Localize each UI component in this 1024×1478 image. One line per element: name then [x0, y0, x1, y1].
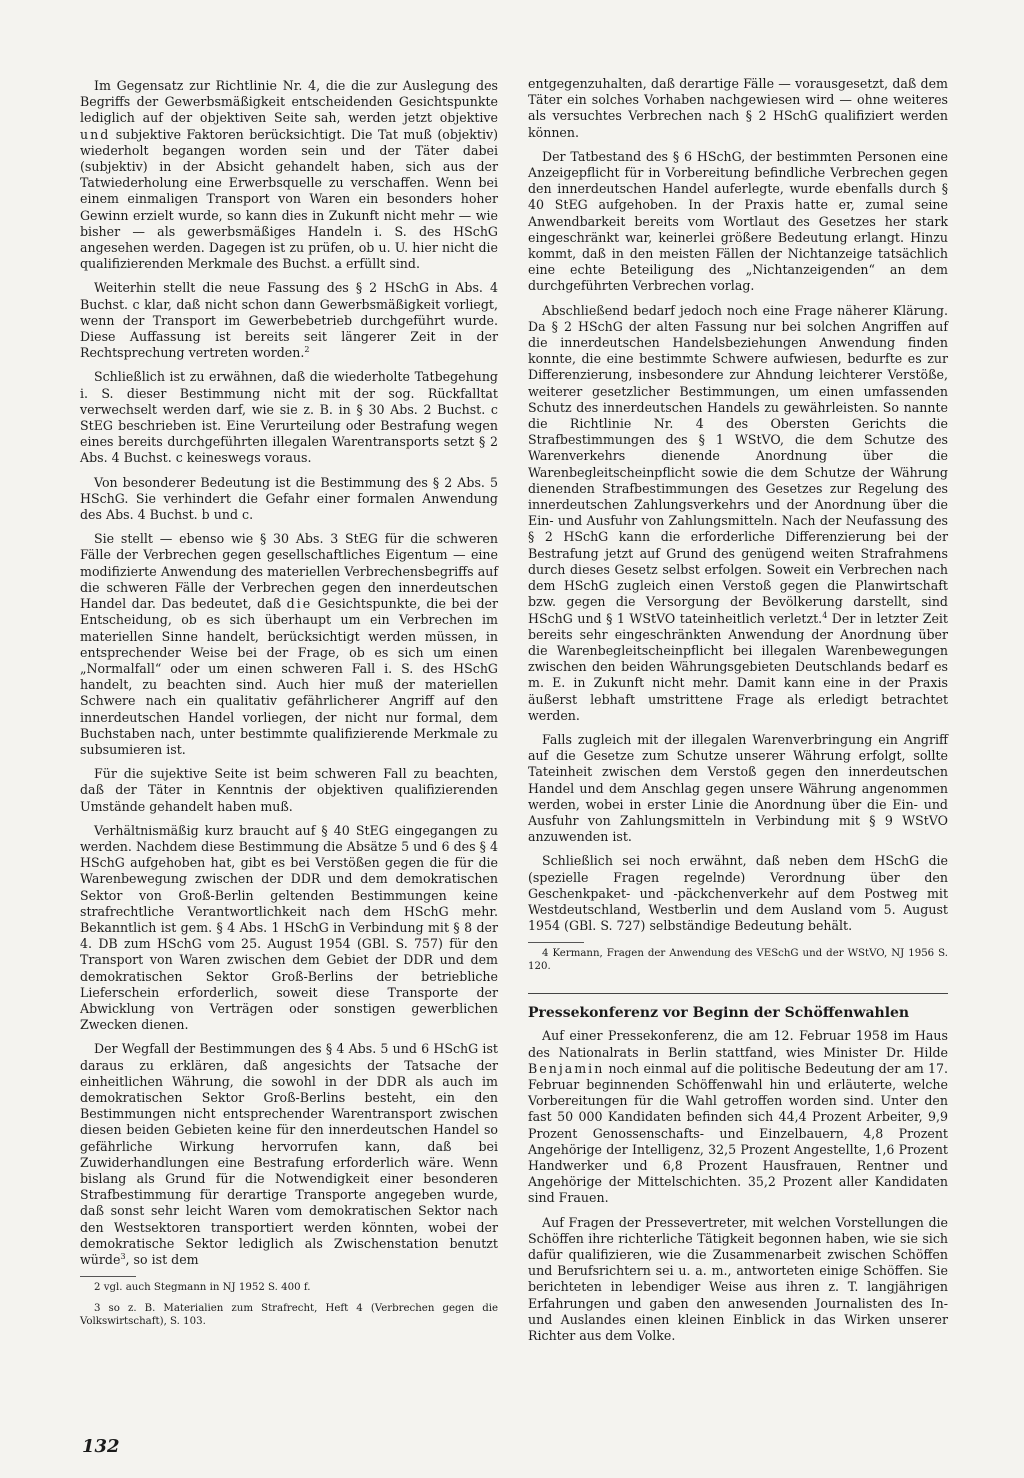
article-heading: Pressekonferenz vor Beginn der Schöffenwahlen [528, 1005, 910, 1022]
footnote: 4 Kermann, Fragen der Anwendung des VESchG und der WStVO, NJ 1956 S. 120. [528, 948, 948, 973]
footnote-divider [80, 1276, 136, 1277]
paragraph: Weiterhin stellt die neue Fassung des § 2 HSchG in Abs. 4 Buchst. c klar, daß nicht schon dann Gewerbsmäßigkeit vorliegt, wenn der Transport im Gewerbebetrieb durchgeführt wurde. Diese Auffassung ist bereits seit längerer Zeit in der Rechtsprechung vertreten worden.$^2$ [80, 280, 498, 361]
footnote: 3 so z. B. Materialien zum Strafrecht, Heft 4 (Verbrechen gegen die Volkswirtschaft), S. 103. [80, 1303, 498, 1328]
footnote-ref: 3 [120, 1251, 126, 1261]
paragraph: Der Wegfall der Bestimmungen des § 4 Abs. 5 und 6 HSchG ist daraus zu erklären, daß angesichts der Tatsache der einheitlichen Währung, die sowohl in der DDR als auch im demokratischen Sektor Groß-Berlins besteht, ein den Bestimmungen nicht entsprechender Warentransport zwischen diesen beiden Gebieten keine für den innerdeutschen Handel so gefährliche Wirkung hervorrufen kann, daß bei Zuwiderhandlungen eine Bestrafung erforderlich wäre. Wenn bislang als Grund für die Notwendigkeit einer besonderen Strafbestimmung für derartige Transporte angegeben wurde, daß sonst sehr leicht Waren vom demokratischen Sektor nach den Westsektoren transportiert werden könnten, wobei der demokratische Sektor lediglich als Zwischenstation benutzt würde$^3$, so ist dem [80, 1041, 498, 1268]
paragraph: entgegenzuhalten, daß derartige Fälle — vorausgesetzt, daß dem Täter ein solches Vorhaben nachgewiesen wird — ohne weiteres als versuchtes Verbrechen nach § 2 HSchG qualifiziert werden können. [528, 76, 948, 140]
footnote-divider [528, 942, 584, 943]
paragraph: Auf einer Pressekonferenz, die am 12. Februar 1958 im Haus des Nationalrats in Berlin stattfand, wies Minister Dr. Hilde Benjamin noch einmal auf die politische Bedeutung der am 17. Februar beginnenden Schöffenwahl hin und erläuterte, welche Vorbereitungen für die Wahl getroffen worden sind. Unter den fast 50 000 Kandidaten befinden sich 44,4 Prozent Arbeiter, 9,9 Prozent Genossenschafts- und Einzelbauern, 4,8 Prozent Angehörige der Intelligenz, 32,5 Prozent Angestellte, 1,6 Prozent Handwerker und 6,8 Prozent Hausfrauen, Rentner und Angehörige der Mittelschichten. 35,2 Prozent aller Kandidaten sind Frauen. [528, 1028, 948, 1206]
footnote-ref: 4 [822, 610, 828, 620]
paragraph: Auf Fragen der Pressevertreter, mit welchen Vorstellungen die Schöffen ihre richterliche Tätigkeit begonnen haben, wie sie sich dafür qualifizieren, wie die Zusammenarbeit zwischen Schöffen und Berufsrichtern sei u. a. m., antworteten einige Schöffen. Sie berichteten in lebendiger Weise aus ihren z. T. langjährigen Erfahrungen und gaben den anwesenden Journalisten des In- und Auslandes einen kleinen Einblick in das Wirken unserer Richter aus dem Volke. [528, 1214, 948, 1344]
spaced-word: und [80, 126, 111, 142]
paragraph: Schließlich ist zu erwähnen, daß die wiederholte Tatbegehung i. S. dieser Bestimmung nicht mit der sog. Rückfalltat verwechselt werden darf, wie sie z. B. in § 30 Abs. 2 Buchst. c StEG beschrieben ist. Eine Verurteilung oder Bestrafung wegen eines bereits durchgeführten illegalen Warentransports setzt § 2 Abs. 4 Buchst. c keineswegs voraus. [80, 369, 498, 466]
left-column [80, 78, 498, 1336]
paragraph: Im Gegensatz zur Richtlinie Nr. 4, die die zur Auslegung des Begriffs der Gewerbsmäßigkeit entscheidenden Gesichtspunkte lediglich auf der objektiven Seite sah, werden jetzt objektive und subjektive Faktoren berücksichtigt. Die Tat muß (objektiv) wiederholt begangen worden sein und der Täter dabei (subjektiv) in der Absicht gehandelt haben, sich aus der Tatwiederholung eine Erwerbsquelle zu verschaffen. Wenn bei einem einmaligen Transport von Waren ein besonders hoher Gewinn erzielt wurde, so kann dies in Zukunft nicht mehr — wie bisher — als gewerbsmäßiges Handeln i. S. des HSchG angesehen werden. Dagegen ist zu prüfen, ob u. U. hier nicht die qualifizierenden Merkmale des Buchst. a erfüllt sind. [80, 78, 498, 272]
paragraph: Falls zugleich mit der illegalen Warenverbringung ein Angriff auf die Gesetze zum Schutze unserer Währung erfolgt, sollte Tateinheit zwischen dem Verstoß gegen den innerdeutschen Handel und dem Anschlag gegen unsere Währung angenommen werden, wobei in erster Linie die Anordnung über die Ein- und Ausfuhr von Zahlungsmitteln in Verbindung mit § 9 WStVO anzuwenden ist. [528, 731, 948, 845]
paragraph: Sie stellt — ebenso wie § 30 Abs. 3 StEG für die schweren Fälle der Verbrechen gegen gesellschaftliches Eigentum — eine modifizierte Anwendung des materiellen Verbrechensbegriffs auf die schweren Fälle der Verbrechen gegen den innerdeutschen Handel dar. Das bedeutet, daß die Gesichtspunkte, die bei der Entscheidung, ob es sich überhaupt um ein Verbrechen im materiellen Sinne handelt, berücksichtigt werden müssen, in entsprechender Weise bei der Frage, ob es sich um einen „Normalfall“ oder um einen schweren Fall i. S. des HSchG handelt, zu beachten sind. Auch hier muß der materiellen Schwere nach ein qualitativ gefährlicherer Angriff auf den innerdeutschen Handel vorliegen, der nicht nur formal, dem Buchstaben nach, unter bestimmte qualifizierende Merkmale zu subsumieren ist. [80, 531, 498, 757]
paragraph: Für die sujektive Seite ist beim schweren Fall zu beachten, daß der Täter in Kenntnis der objektiven qualifizierenden Umstände gehandelt haben muß. [80, 766, 498, 814]
page-number: 132 [82, 1436, 120, 1457]
paragraph: Schließlich sei noch erwähnt, daß neben dem HSchG die (spezielle Fragen regelnde) Verordnung über den Geschenkpaket- und -päckchenverkehr auf dem Postweg mit Westdeutschland, Westberlin und dem Ausland vom 5. August 1954 (GBl. S. 727) selbständige Bedeutung behält. [528, 853, 948, 934]
paragraph: Verhältnismäßig kurz braucht auf § 40 StEG eingegangen zu werden. Nachdem diese Bestimmung die Absätze 5 und 6 des § 4 HSchG aufgehoben hat, gibt es bei Verstößen gegen die für die Warenbewegung zwischen der DDR und dem demokratischen Sektor von Groß-Berlin geltenden Bestimmungen keine strafrechtliche Verantwortlichkeit nach dem HSchG mehr. Bekanntlich ist gem. § 4 Abs. 1 HSchG in Verbindung mit § 8 der 4. DB zum HSchG vom 25. August 1954 (GBl. S. 757) für den Transport von Waren zwischen dem Gebiet der DDR und dem demokratischen Sektor Groß-Berlins der betriebliche Lieferschein erforderlich, soweit diese Transporte der Abwicklung von Verträgen oder sonstigen gewerblichen Zwecken dienen. [80, 822, 498, 1033]
section-divider [528, 993, 948, 994]
spaced-word: die [286, 596, 313, 612]
spaced-name: Benjamin [528, 1060, 605, 1076]
paragraph: Abschließend bedarf jedoch noch eine Frage näherer Klärung. Da § 2 HSchG der alten Fassung nur bei solchen Angriffen auf die innerdeutschen Handelsbeziehungen Anwendung finden konnte, die eine bestimmte Schwere aufwiesen, bedurfte es zur Differenzierung, insbesondere zur Ahndung leichterer Verstöße, weiterer gesetzlicher Bestimmungen, um einen umfassenden Schutz des innerdeutschen Handels zu gewährleisten. So nannte die Richtlinie Nr. 4 des Obersten Gerichts die Strafbestimmungen des § 1 WStVO, die dem Schutze des Warenverkehrs dienende Anordnung über die Warenbegleitscheinpflicht sowie die dem Schutze der Währung dienenden Strafbestimmungen des Gesetzes zur Regelung des innerdeutschen Zahlungsverkehrs und der Anordnung über die Ein- und Ausfuhr von Zahlungsmitteln. Nach der Neufassung des § 2 HSchG kann die erforderliche Differenzierung bei der Bestrafung jetzt auf Grund des genügend weiten Strafrahmens durch dieses Gesetz selbst erfolgen. Soweit ein Verbrechen nach dem HSchG zugleich einen Verstoß gegen die Planwirtschaft bzw. gegen die Versorgung der Bevölkerung darstellt, sind HSchG und § 1 WStVO tateinheitlich verletzt.$^4$ Der in letzter Zeit bereits sehr eingeschränkten Anwendung der Anordnung über die Warenbegleitscheinpflicht bei illegalen Warenbewegungen zwischen den beiden Währungsgebieten Deutschlands bedarf es m. E. in Zukunft nicht mehr. Damit kann eine in der Praxis äußerst lebhaft umstrittene Frage als erledigt betrachtet werden. [528, 302, 948, 723]
paragraph: Von besonderer Bedeutung ist die Bestimmung des § 2 Abs. 5 HSchG. Sie verhindert die Gefahr einer formalen Anwendung des Abs. 4 Buchst. b und c. [80, 474, 498, 523]
paragraph: Der Tatbestand des § 6 HSchG, der bestimmten Personen eine Anzeigepflicht für in Vorbereitung befindliche Verbrechen gegen den innerdeutschen Handel auferlegte, wurde ebenfalls durch § 40 StEG aufgehoben. In der Praxis hatte er, zumal seine Anwendbarkeit bereits vom Wortlaut des Gesetzes her stark eingeschränkt war, keinerlei größere Bedeutung erlangt. Hinzu kommt, daß in den meisten Fällen der Nichtanzeige tatsächlich eine echte Beteiligung des „Nichtanzeigenden“ an dem durchgeführten Verbrechen vorlag. [528, 148, 948, 294]
footnote: 2 vgl. auch Stegmann in NJ 1952 S. 400 f. [94, 1282, 311, 1294]
footnote-ref: 2 [304, 345, 310, 355]
right-column [528, 76, 948, 1352]
